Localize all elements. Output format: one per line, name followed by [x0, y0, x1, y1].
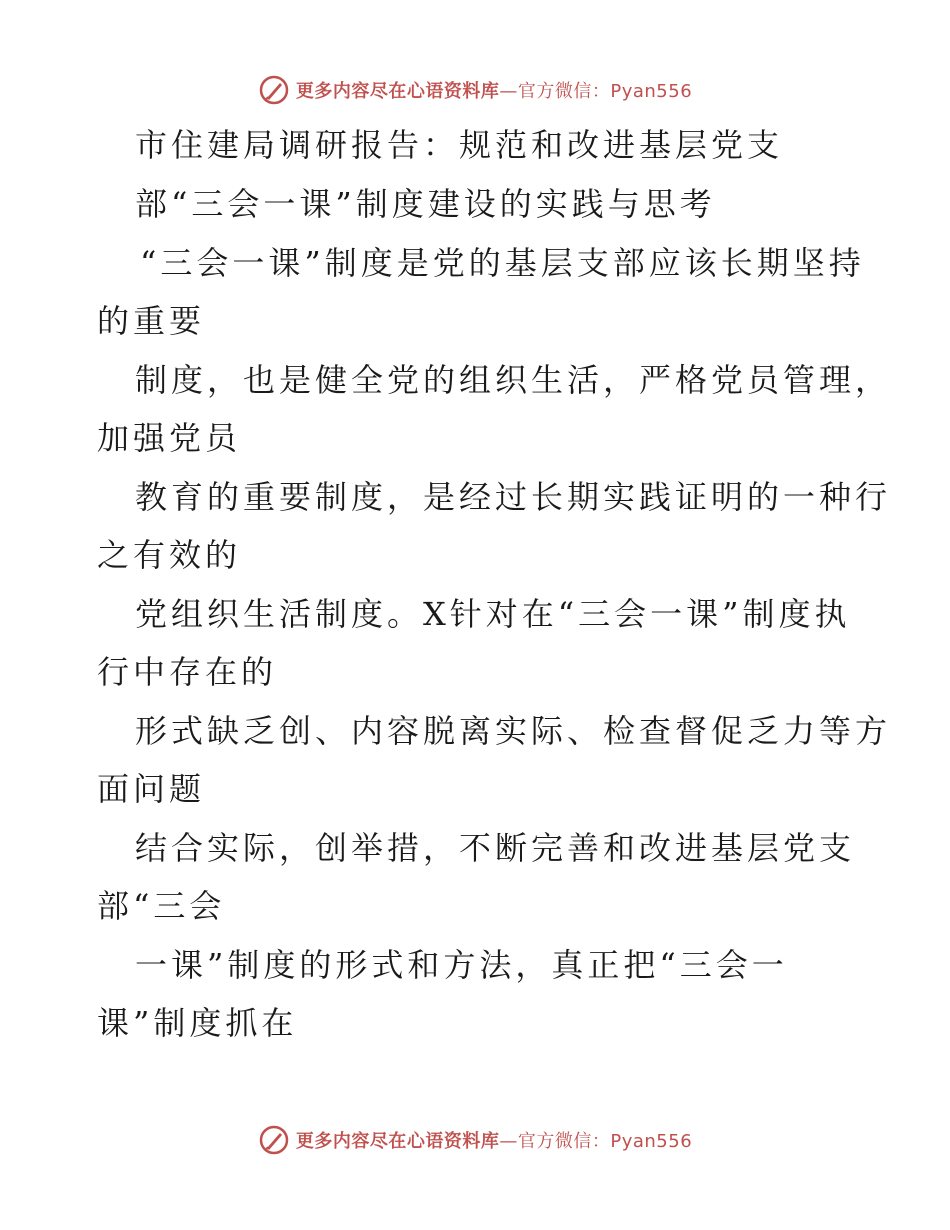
text-line: 市住建局调研报告：规范和改进基层党支: [135, 126, 784, 164]
watermark-sub-text: —官方微信：Pyan556: [499, 1131, 693, 1152]
text-line: 制度，也是健全党的组织生活，严格党员管理，: [135, 361, 892, 399]
text-line: 加强党员: [97, 419, 242, 457]
text-line: 面问题: [97, 770, 206, 808]
text-line: 党组织生活制度。X针对在“三会一课”制度执: [135, 595, 851, 633]
text-line: 一课”制度的形式和方法，真正把“三会一: [135, 946, 788, 984]
quill-logo-icon: [258, 1124, 290, 1156]
text-line: 部“三会: [97, 887, 226, 925]
text-line: 的重要: [97, 302, 206, 340]
text-line: 行中存在的: [97, 653, 278, 691]
text-line: 部“三会一课”制度建设的实践与思考: [135, 185, 716, 223]
watermark-sub-text: —官方微信：Pyan556: [499, 81, 693, 102]
footer-watermark: [0, 1120, 950, 1160]
text-line: 形式缺乏创、内容脱离实际、检查督促乏力等方: [135, 712, 892, 750]
watermark-main-text: 更多内容尽在心语资料库: [295, 1131, 500, 1152]
quill-logo-icon: [258, 74, 290, 106]
text-line: 课”制度抓在: [97, 1004, 298, 1042]
text-line: “三会一课”制度是党的基层支部应该长期坚持: [140, 244, 865, 282]
watermark-main-text: 更多内容尽在心语资料库: [295, 81, 500, 102]
text-line: 教育的重要制度，是经过长期实践证明的一种行: [135, 478, 892, 516]
text-line: 之有效的: [97, 536, 242, 574]
header-watermark: [0, 70, 950, 110]
text-line: 结合实际，创举措，不断完善和改进基层党支: [135, 829, 856, 867]
